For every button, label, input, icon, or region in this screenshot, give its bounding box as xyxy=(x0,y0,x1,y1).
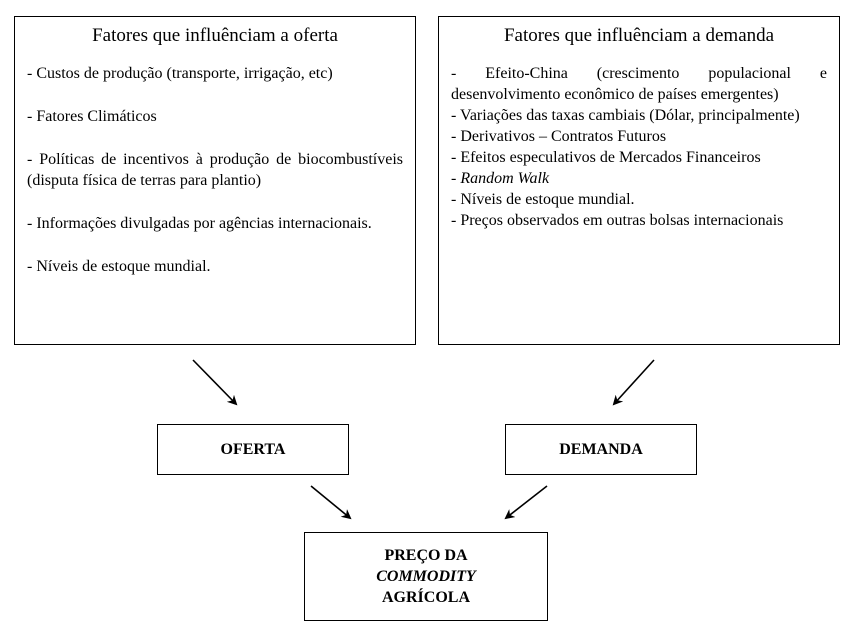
random-walk-text: Random Walk xyxy=(460,170,550,187)
demand-factor-item: - Efeitos especulativos de Mercados Financeiros xyxy=(451,149,761,166)
demand-factors-title: Fatores que influênciam a demanda xyxy=(503,25,775,46)
demand-box xyxy=(505,424,697,475)
supply-factors-box xyxy=(14,16,416,345)
result-line-1: PREÇO DA xyxy=(384,547,468,564)
demand-factors-box xyxy=(438,16,840,345)
supply-box xyxy=(157,424,349,475)
arrow-supply-factors-to-supply xyxy=(193,360,236,404)
supply-factor-item: - Fatores Climáticos xyxy=(27,108,157,125)
supply-factors-title: Fatores que influênciam a oferta xyxy=(92,25,338,46)
demand-label: DEMANDA xyxy=(559,440,643,458)
demand-factor-item: - Níveis de estoque mundial. xyxy=(451,191,635,208)
supply-factor-item: - Níveis de estoque mundial. xyxy=(27,258,211,275)
supply-factor-item: - Custos de produção (transporte, irrigação, etc) xyxy=(27,65,333,82)
demand-factor-item: - Derivativos – Contratos Futuros xyxy=(451,128,667,145)
supply-factor-item: - Políticas de incentivos à produção de biocombustíveis (disputa física de terras para plantio) xyxy=(27,151,403,189)
demand-factor-item: - Efeito-China (crescimento populacional e desenvolvimento econômico de países emergentes) xyxy=(451,65,827,103)
demand-factor-dash: - xyxy=(451,170,461,187)
result-line-2: COMMODITY xyxy=(376,568,476,585)
supply-label: OFERTA xyxy=(220,440,286,458)
arrow-demand-factors-to-demand xyxy=(614,360,654,404)
demand-factor-item: - Variações das taxas cambiais (Dólar, principalmente) xyxy=(451,107,800,124)
supply-factor-item: - Informações divulgadas por agências internacionais. xyxy=(27,215,372,232)
demand-factor-item: - Preços observados em outras bolsas internacionais xyxy=(451,212,784,229)
demand-factor-item xyxy=(451,168,827,189)
arrow-supply-to-price xyxy=(311,486,350,518)
arrow-demand-to-price xyxy=(506,486,547,518)
result-line-3: AGRÍCOLA xyxy=(381,589,470,606)
commodity-price-box xyxy=(304,532,548,621)
